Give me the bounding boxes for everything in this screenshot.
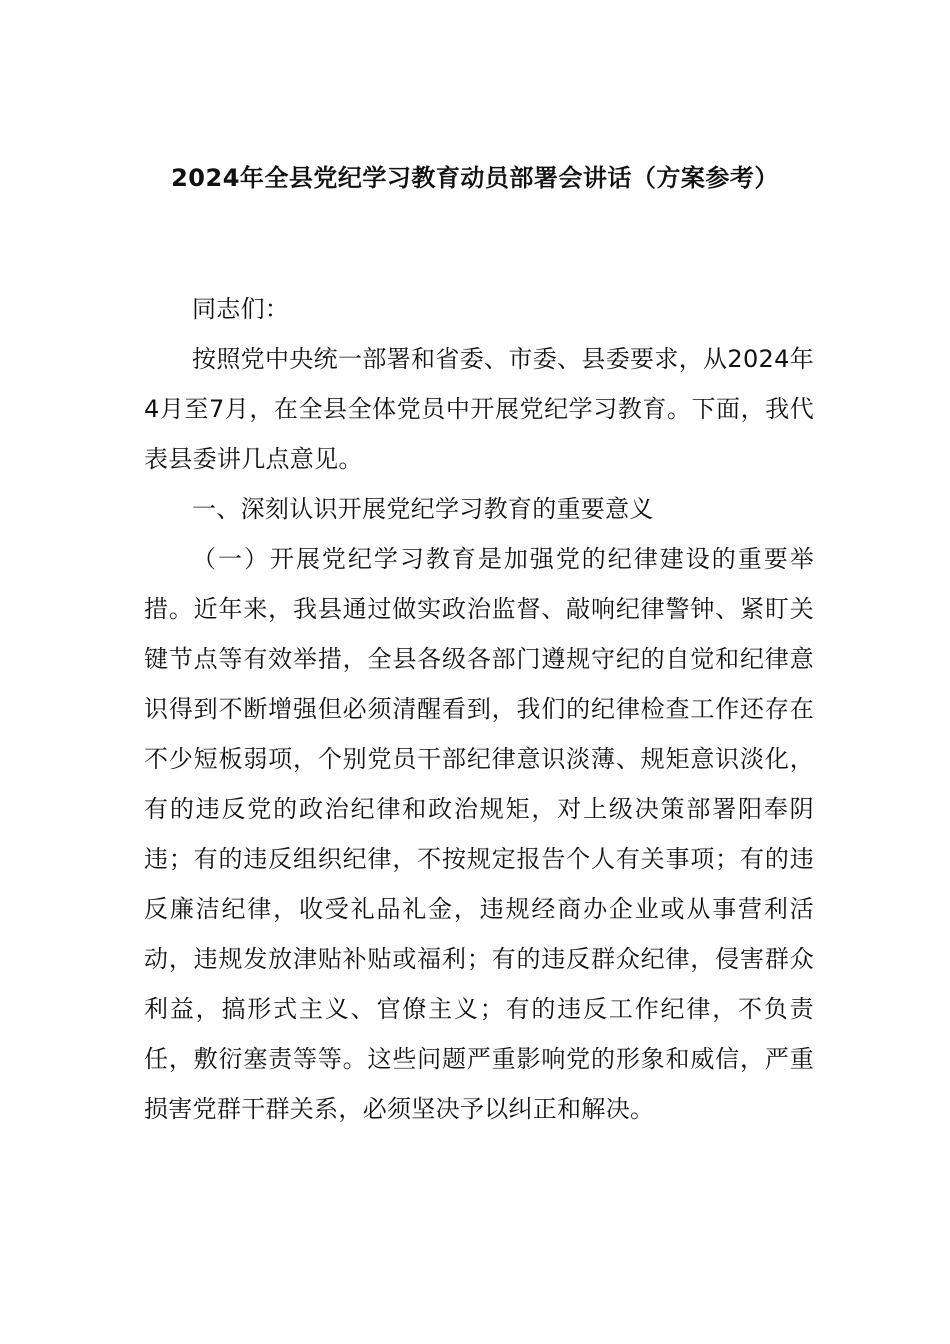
subsection-text: 近年来，我县通过做实政治监督、敲响纪律警钟、紧盯关键节点等有效举措，全县各级各部门遵规守纪的自觉和纪律意识得到不断增强但必须清醒看到，我们的纪律检查工作还存在不少短板弱项，个别党员干部纪律意识淡薄、规矩意识淡化，有的违反党的政治纪律和政治规矩，对上级决策部署阳奉阴违；有的违反组织纪律，不按规定报告个人有关事项；有的违反廉洁纪律，收受礼品礼金，违规经商办企业或从事营利活动，违规发放津贴补贴或福利；有的违反群众纪律，侵害群众利益，搞形式主义、官僚主义；有的违反工作纪律，不负责任，敷衍塞责等等。这些问题严重影响党的形象和威信，严重损害党群干群关系，必须坚决予以纠正和解决。 xyxy=(144,595,814,1123)
subsection-label: （一）开展党纪学习教育是加强党的纪律建设的重要举措。 xyxy=(144,545,814,623)
document-title: 2024年全县党纪学习教育动员部署会讲话（方案参考） xyxy=(171,164,779,192)
document-body xyxy=(144,284,814,1134)
salutation: 同志们： xyxy=(192,295,290,323)
subsection-paragraph xyxy=(144,534,814,1134)
intro-paragraph: 按照党中央统一部署和省委、市委、县委要求，从2024年4月至7月，在全县全体党员中开展党纪学习教育。下面，我代表县委讲几点意见。 xyxy=(144,345,814,473)
section-heading: 一、深刻认识开展党纪学习教育的重要意义 xyxy=(192,495,654,523)
